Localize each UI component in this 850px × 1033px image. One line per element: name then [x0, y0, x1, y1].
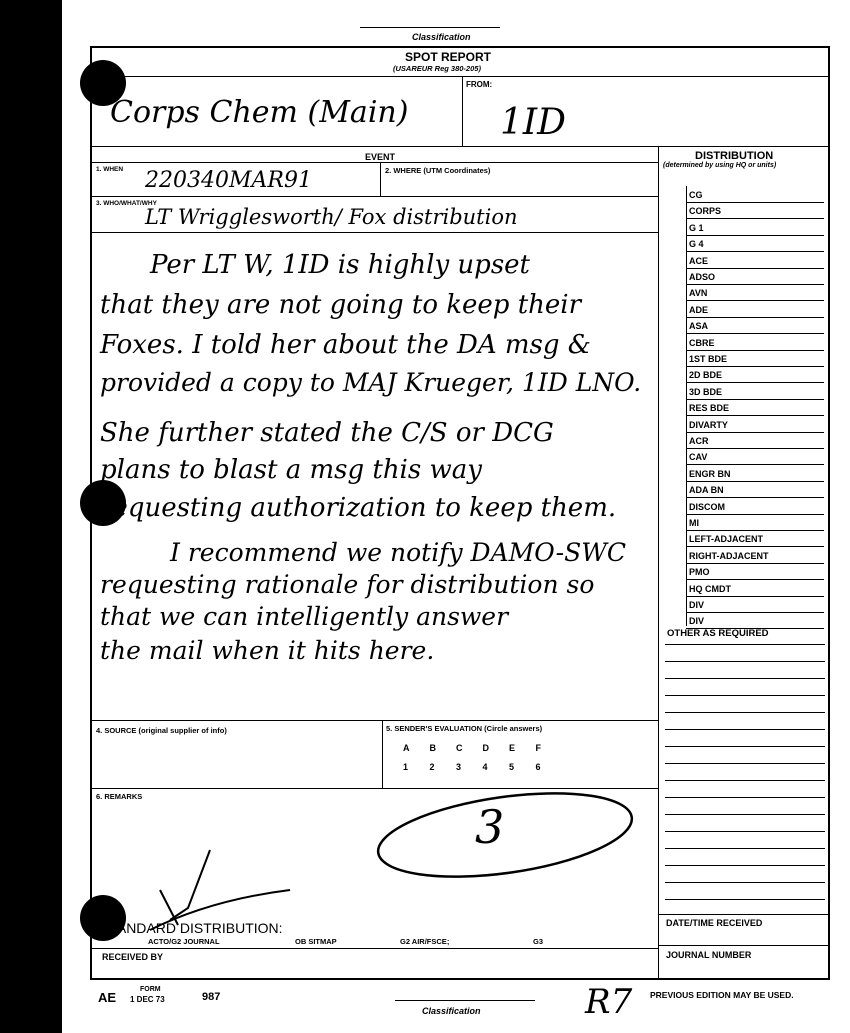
rule: [462, 76, 463, 146]
distribution-item: 2D BDE: [686, 367, 824, 383]
evaluation-number[interactable]: 1: [403, 762, 409, 772]
narrative-line: Foxes. I told her about the DA msg &: [100, 330, 591, 360]
other-rule-line: [665, 763, 825, 764]
narrative-line: the mail when it hits here.: [100, 636, 435, 665]
received-by-label: RECEIVED BY: [102, 952, 164, 962]
std-dist-item: G2 AIR/FSCE;: [400, 937, 450, 946]
rule: [90, 146, 830, 147]
to-handwriting: Corps Chem (Main): [110, 95, 409, 130]
distribution-item: DIV: [686, 597, 824, 613]
distribution-item: HQ CMDT: [686, 581, 824, 597]
rule: [90, 196, 658, 197]
other-rule-line: [665, 661, 825, 662]
rule: [90, 720, 658, 721]
distribution-item: CAV: [686, 449, 824, 465]
std-dist-item: OB SITMAP: [295, 937, 337, 946]
evaluation-number[interactable]: 4: [482, 762, 488, 772]
where-label: 2. WHERE (UTM Coordinates): [385, 166, 491, 175]
distribution-item: CBRE: [686, 335, 824, 351]
other-rule-line: [665, 712, 825, 713]
evaluation-letter[interactable]: B: [429, 743, 436, 753]
distribution-subtitle: (determined by using HQ or units): [663, 162, 777, 169]
distribution-item: AVN: [686, 285, 824, 301]
evaluation-letter[interactable]: C: [456, 743, 463, 753]
std-dist-item: ACTO/G2 JOURNAL: [148, 937, 220, 946]
other-rule-line: [665, 746, 825, 747]
distribution-title: DISTRIBUTION: [695, 150, 774, 162]
previous-edition-note: PREVIOUS EDITION MAY BE USED.: [650, 990, 794, 1000]
evaluation-number[interactable]: 6: [535, 762, 541, 772]
std-dist-item: G3: [533, 937, 544, 946]
other-rule-line: [665, 695, 825, 696]
narrative-line: that they are not going to keep their: [100, 290, 582, 320]
source-label: 4. SOURCE (original supplier of info): [96, 726, 227, 735]
evaluation-label: 5. SENDER'S EVALUATION (Circle answers): [386, 724, 543, 733]
narrative-line: requesting authorization to keep them.: [100, 493, 617, 523]
narrative-line: plans to blast a msg this way: [100, 455, 482, 485]
distribution-item: ASA: [686, 318, 824, 334]
rule: [90, 162, 658, 163]
other-rule-line: [665, 814, 825, 815]
other-rule-line: [665, 780, 825, 781]
when-label: 1. WHEN: [96, 166, 124, 173]
rule: [658, 914, 830, 915]
rule: [382, 720, 383, 788]
bottom-classification: Classification: [422, 1006, 481, 1016]
distribution-item: 1ST BDE: [686, 351, 824, 367]
distribution-item: ADA BN: [686, 482, 824, 498]
evaluation-number[interactable]: 2: [429, 762, 435, 772]
footer-ae: AE: [98, 990, 117, 1005]
distribution-item: ACR: [686, 433, 824, 449]
from-label: FROM:: [466, 80, 493, 89]
from-handwriting: 1ID: [500, 102, 566, 143]
other-rule-line: [665, 882, 825, 883]
rule: [380, 162, 381, 196]
distribution-item: DIVARTY: [686, 417, 824, 433]
standard-distribution-label: STANDARD DISTRIBUTION:: [100, 920, 283, 936]
distribution-item: PMO: [686, 564, 824, 580]
distribution-item: RIGHT-ADJACENT: [686, 548, 824, 564]
distribution-item: MI: [686, 515, 824, 531]
distribution-item: G 4: [686, 236, 824, 252]
distribution-item: CG: [686, 187, 824, 203]
distribution-item: ENGR BN: [686, 466, 824, 482]
journal-number-label: JOURNAL NUMBER: [666, 950, 752, 960]
who-handwriting: LT Wrigglesworth/ Fox distribution: [145, 205, 518, 229]
rule: [90, 948, 658, 949]
footer-form-label: FORM: [140, 986, 161, 993]
evaluation-letter[interactable]: E: [509, 743, 516, 753]
remarks-doodles: [90, 780, 658, 940]
rule: [658, 945, 830, 946]
narrative-line: that we can intelligently answer: [100, 602, 509, 631]
distribution-item: G 1: [686, 220, 824, 236]
other-rule-line: [665, 644, 825, 645]
remarks-number: 3: [475, 800, 505, 854]
evaluation-number[interactable]: 3: [456, 762, 462, 772]
scan-margin-bar: [0, 0, 62, 1033]
evaluation-letter[interactable]: D: [482, 743, 489, 753]
distribution-item: DISCOM: [686, 499, 824, 515]
rule: [90, 232, 658, 233]
footer-form-date: 1 DEC 73: [130, 995, 165, 1004]
remarks-label: 6. REMARKS: [96, 792, 143, 801]
distribution-item: ADE: [686, 302, 824, 318]
when-handwriting: 220340MAR91: [145, 168, 312, 193]
other-rule-line: [665, 678, 825, 679]
other-rule-line: [665, 831, 825, 832]
distribution-item: DIV: [686, 613, 824, 629]
narrative-line: She further stated the C/S or DCG: [100, 418, 554, 448]
distribution-item: ACE: [686, 253, 824, 269]
narrative-line: Per LT W, 1ID is highly upset: [150, 250, 530, 280]
footer-form-number: 987: [202, 991, 221, 1003]
distribution-item: ADSO: [686, 269, 824, 285]
rule: [658, 146, 659, 980]
narrative-line: provided a copy to MAJ Krueger, 1ID LNO.: [100, 368, 642, 397]
footer-initials: R7: [585, 982, 633, 1022]
other-as-required-label: OTHER AS REQUIRED: [667, 628, 769, 639]
evaluation-number[interactable]: 5: [509, 762, 515, 772]
other-rule-line: [665, 797, 825, 798]
rule: [90, 76, 830, 77]
other-rule-line: [665, 848, 825, 849]
evaluation-letter[interactable]: A: [403, 743, 410, 753]
form-title: SPOT REPORT: [405, 50, 492, 64]
who-label: 3. WHO/WHAT/WHY: [96, 200, 157, 207]
other-rule-line: [665, 865, 825, 866]
classification-rule: [360, 27, 500, 28]
distribution-item: RES BDE: [686, 400, 824, 416]
classification-rule: [395, 1000, 535, 1001]
narrative-line: requesting rationale for distribution so: [100, 570, 595, 599]
date-time-received-label: DATE/TIME RECEIVED: [666, 918, 763, 928]
other-rule-line: [665, 729, 825, 730]
distribution-item: 3D BDE: [686, 384, 824, 400]
narrative-line: I recommend we notify DAMO-SWC: [170, 538, 627, 567]
other-rule-line: [665, 899, 825, 900]
distribution-item: LEFT-ADJACENT: [686, 531, 824, 547]
evaluation-letter[interactable]: F: [535, 743, 541, 753]
top-classification: Classification: [412, 32, 471, 42]
form-regulation: (USAREUR Reg 380-205): [393, 64, 481, 73]
event-label: EVENT: [365, 152, 396, 162]
distribution-item: CORPS: [686, 203, 824, 219]
